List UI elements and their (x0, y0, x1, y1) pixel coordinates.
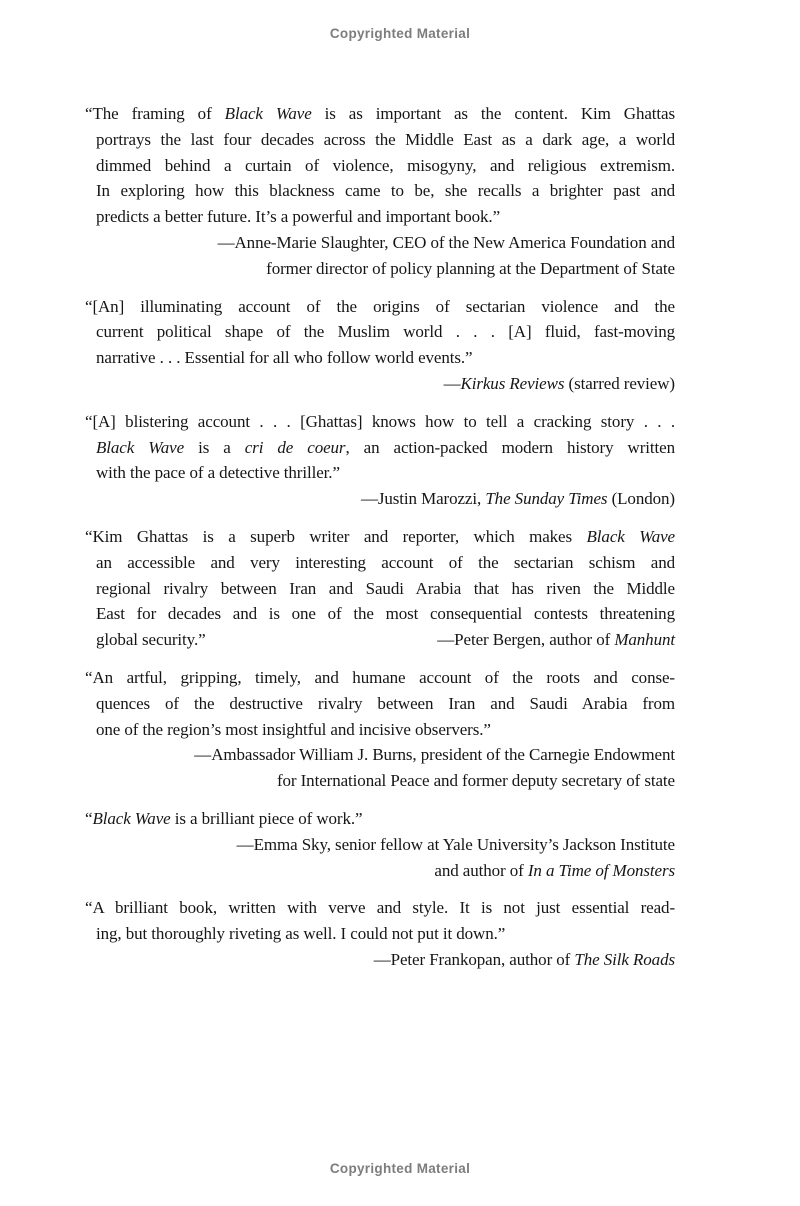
text-segment: portrays the last four decades across the Middle East as a dark age, a world (96, 129, 675, 149)
text-segment: predicts a better future. It’s a powerful and important book.” (96, 207, 501, 227)
text-segment: (London) (607, 489, 675, 509)
text-segment: “An artful, gripping, timely, and humane account of the roots and conse- (85, 667, 675, 687)
text-segment: East for decades and is one of the most consequential contests threatening (96, 604, 675, 624)
copyright-notice-top: Copyrighted Material (329, 26, 471, 41)
quote-line (96, 127, 675, 153)
text-segment: ing, but thoroughly riveting as well. I could not put it down.” (96, 924, 506, 944)
text-segment: “Kim Ghattas is a superb writer and reporter, which makes (85, 526, 587, 546)
text-segment: (starred review) (564, 373, 675, 393)
italic-text-segment: Black Wave (96, 437, 185, 457)
text-segment: quences of the destructive rivalry between Iran and Saudi Arabia from (96, 693, 675, 713)
text-segment: —Peter Bergen, author of (437, 630, 615, 650)
quote-line (96, 601, 675, 627)
review-quote (85, 895, 675, 972)
quote-line (96, 691, 675, 717)
quote-line (96, 153, 675, 179)
attribution-line (96, 486, 675, 512)
quote-line (96, 178, 675, 204)
attribution-line (96, 858, 675, 884)
quote-line (85, 409, 675, 435)
text-segment: is as important as the content. Kim Ghattas (311, 104, 676, 123)
attribution-line (96, 230, 675, 256)
quote-line (85, 294, 675, 320)
quote-line (96, 550, 675, 576)
text-segment: and author of (434, 860, 528, 880)
text-segment: —Justin Marozzi, (360, 489, 486, 509)
quote-line (96, 204, 675, 230)
italic-text-segment: Black Wave (586, 526, 675, 546)
text-segment: In exploring how this blackness came to be, she recalls a brighter past and (96, 181, 675, 201)
text-segment: —Ambassador William J. Burns, president of the Carnegie Endowment (194, 745, 675, 765)
italic-text-segment: In a Time of Monsters (527, 860, 675, 880)
quote-line (96, 345, 675, 371)
quote-line-end (96, 627, 206, 653)
text-segment: current political shape of the Muslim world . . . [A] fluid, fast-moving (96, 322, 675, 342)
italic-text-segment: The Silk Roads (574, 949, 675, 969)
attribution-line (96, 256, 675, 282)
text-segment: “[An] illuminating account of the origins of sectarian violence and the (85, 296, 675, 316)
quote-line (96, 576, 675, 602)
text-segment: one of the region’s most insightful and incisive observers.” (96, 719, 491, 739)
attribution-line (96, 768, 675, 794)
review-quote (85, 101, 676, 282)
quote-line (96, 460, 675, 486)
text-segment: is a brilliant piece of work.” (170, 808, 363, 828)
text-segment: an accessible and very interesting account of the sectarian schism and (96, 552, 675, 572)
italic-text-segment: Black Wave (224, 104, 312, 123)
text-segment: “A brilliant book, written with verve and style. It is not just essential read- (85, 898, 675, 918)
attribution-line (96, 832, 675, 858)
italic-text-segment: Kirkus Reviews (460, 373, 565, 393)
text-segment: global security.” (96, 630, 206, 650)
text-segment: — (443, 373, 461, 393)
text-segment: former director of policy planning at the Department of State (266, 258, 675, 278)
text-segment: “[A] blistering account . . . [Ghattas] knows how to tell a cracking story . . . (85, 411, 675, 431)
quote-line (96, 717, 675, 743)
review-quote (85, 665, 675, 794)
text-segment: is a (184, 437, 245, 457)
text-segment: with the pace of a detective thriller.” (96, 463, 340, 483)
text-segment: regional rivalry between Iran and Saudi Arabia that has riven the Middle (96, 578, 675, 598)
text-segment: —Anne-Marie Slaughter, CEO of the New America Foundation and (217, 232, 675, 252)
quote-line (96, 627, 675, 653)
quote-line (85, 524, 675, 550)
text-segment: —Emma Sky, senior fellow at Yale University’s Jackson Institute (236, 834, 675, 854)
review-quote (85, 524, 675, 653)
review-quote (85, 294, 675, 397)
attribution-line (96, 371, 675, 397)
review-quote (85, 806, 675, 883)
quote-line (96, 435, 675, 461)
italic-text-segment: The Sunday Times (485, 489, 608, 509)
italic-text-segment: cri de coeur (244, 437, 346, 457)
text-segment: —Peter Frankopan, author of (373, 949, 575, 969)
text-segment: “ (85, 808, 93, 828)
italic-text-segment: Black Wave (92, 808, 171, 828)
quote-line (85, 806, 675, 832)
attribution-line (96, 947, 675, 973)
attribution-line (96, 742, 675, 768)
reviews-list (85, 101, 676, 985)
copyright-notice-bottom: Copyrighted Material (329, 1161, 471, 1176)
quote-line (85, 665, 675, 691)
quote-line (85, 101, 675, 127)
text-segment: narrative . . . Essential for all who follow world events.” (96, 348, 473, 368)
review-quote (85, 409, 675, 512)
italic-text-segment: Manhunt (614, 630, 675, 650)
text-segment: dimmed behind a curtain of violence, misogyny, and religious extremism. (96, 155, 675, 175)
quote-line (96, 319, 675, 345)
text-segment: “The framing of (85, 104, 225, 123)
quote-line (85, 895, 675, 921)
quote-line (96, 921, 675, 947)
text-segment: , an action-packed modern history written (345, 437, 675, 457)
attribution-inline (437, 627, 675, 653)
text-segment: for International Peace and former deputy secretary of state (276, 771, 675, 791)
